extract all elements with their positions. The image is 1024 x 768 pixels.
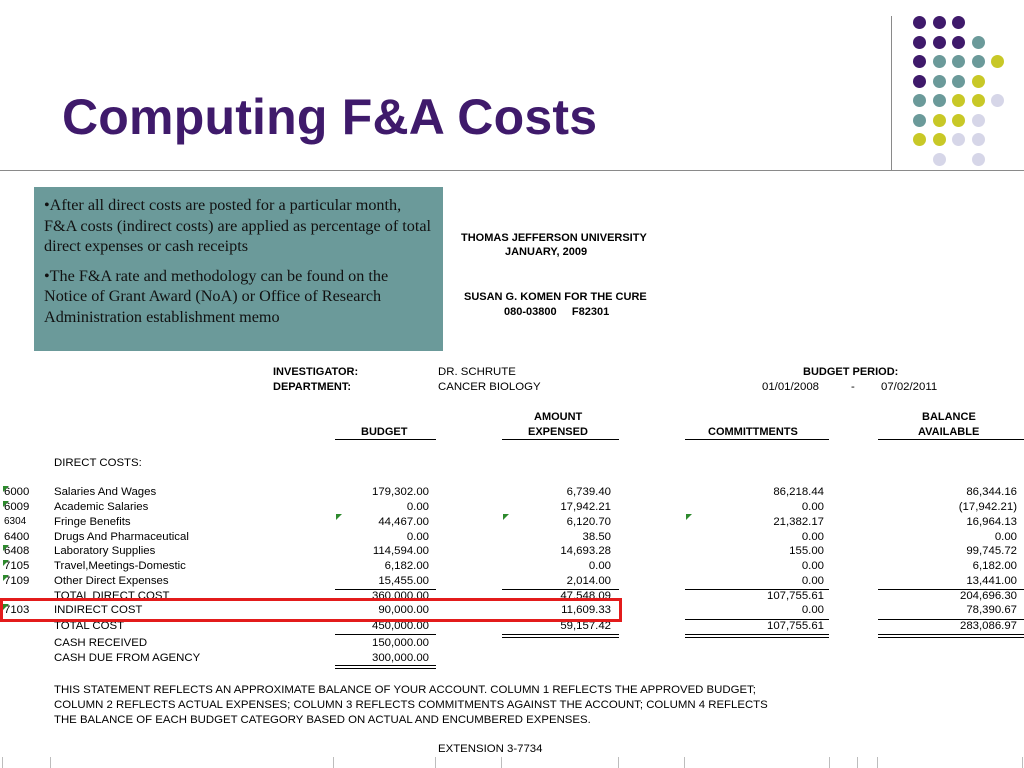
double-rule [685,637,829,638]
gridline-tick [435,757,436,768]
decorative-dot [972,133,985,146]
indirect-cost-balance: 78,390.67 [966,604,1017,616]
indirect-cost-expensed: 11,609.33 [561,604,611,616]
decorative-dot [972,114,985,127]
total-direct-balance: 204,696.30 [959,590,1017,602]
line-item-expensed: 17,942.21 [560,500,611,513]
decorative-dot [952,94,965,107]
col-expensed-underline [502,439,619,440]
gridline-tick [1022,757,1023,768]
header-divider [0,170,1024,171]
footnote-line-1: THIS STATEMENT REFLECTS AN APPROXIMATE BALANCE OF YOUR ACCOUNT. COLUMN 1 REFLECTS THE APPROVED BUDGET; [54,684,756,696]
line-item-budget: 0.00 [406,500,429,513]
decorative-dot [913,94,926,107]
line-item-balance: (17,942.21) [958,500,1017,513]
line-item-commitments: 155.00 [789,545,824,558]
total-cost-budget: 450,000.00 [371,620,429,632]
decorative-dot [933,133,946,146]
line-item-description: Laboratory Supplies [54,545,156,558]
investigator-value: DR. SCHRUTE [438,366,516,378]
gridline-tick [684,757,685,768]
account-code: 7109 [4,575,30,588]
line-item-budget: 6,182.00 [384,560,429,573]
line-item-balance: 86,344.16 [966,486,1017,498]
period-start: 01/01/2008 [762,381,820,393]
cell-comment-marker [686,514,692,520]
indirect-cost-budget: 90,000.00 [378,604,429,616]
decorative-dot [933,55,946,68]
line-item-description: Academic Salaries [54,500,149,513]
decorative-dot [913,75,926,88]
account-code: 6408 [4,545,30,558]
indirect-cost-label: INDIRECT COST [54,604,143,616]
line-item-budget: 44,467.00 [378,515,429,528]
line-item-budget: 114,594.00 [372,545,429,558]
decorative-dot [913,36,926,49]
double-rule [878,637,1024,638]
decorative-dot [972,36,985,49]
cash-rule [335,668,436,669]
decorative-dot [913,133,926,146]
decorative-dot [933,114,946,127]
line-item-balance: 99,745.72 [966,545,1017,558]
line-item-commitments: 0.00 [801,560,824,573]
decorative-dot [933,94,946,107]
total-direct-commitments: 107,755.61 [766,590,824,602]
col-commitments-header: COMMITTMENTS [708,426,798,438]
col-commitments-underline [685,439,829,440]
footnote-line-2: COLUMN 2 REFLECTS ACTUAL EXPENSES; COLUMN 3 REFLECTS COMMITMENTS AGAINST THE ACCOUNT; COLUMN 4 REFLECTS [54,699,768,711]
double-rule [502,637,619,638]
line-item-budget: 0.00 [406,530,429,543]
line-item-balance: 13,441.00 [966,575,1017,588]
footnote-line-3: THE BALANCE OF EACH BUDGET CATEGORY BASED ON ACTUAL AND ENCUMBERED EXPENSES. [54,714,591,726]
decorative-dot [972,94,985,107]
cell-comment-marker [3,501,9,507]
col-amount-header: AMOUNT [534,411,583,423]
cell-comment-marker [336,514,342,520]
decorative-dot [952,55,965,68]
gridline-tick [877,757,878,768]
line-item-commitments: 21,382.17 [773,515,824,528]
col-expensed-header: EXPENSED [528,426,588,438]
decorative-dot [933,153,946,166]
gridline-tick [333,757,334,768]
investigator-label: INVESTIGATOR: [273,366,359,378]
indirect-cost-commitments: 0.00 [801,604,824,616]
account-code: 7105 [4,560,30,573]
cell-comment-marker [3,575,9,581]
report-sponsor: SUSAN G. KOMEN FOR THE CURE [464,291,647,303]
decorative-dot [933,36,946,49]
double-rule [685,634,829,635]
gridline-tick [50,757,51,768]
line-item-balance: 0.00 [994,530,1017,543]
line-item-balance: 16,964.13 [966,515,1017,528]
total-cost-label: TOTAL COST [54,620,125,632]
cash-rule [335,665,436,666]
account-code: 7103 [4,604,30,616]
col-available-underline [878,439,1024,440]
gridline-tick [829,757,830,768]
decorative-dot [933,16,946,29]
header-vertical-divider [891,16,892,170]
report-account: 080-03800 F82301 [504,306,610,318]
cash-received-amount: 150,000.00 [371,637,429,649]
decorative-dot [913,55,926,68]
gridline-tick [857,757,858,768]
cell-comment-marker [3,486,9,492]
gridline-tick [501,757,502,768]
budget-period-label: BUDGET PERIOD: [803,366,899,378]
decorative-dot [952,133,965,146]
total-direct-budget: 360,000.00 [371,590,429,602]
department-label: DEPARTMENT: [273,381,352,393]
col-balance-header: BALANCE [922,411,976,423]
line-item-description: Drugs And Pharmaceutical [54,530,189,543]
department-value: CANCER BIOLOGY [438,381,541,393]
line-item-description: Other Direct Expenses [54,575,169,588]
line-item-description: Fringe Benefits [54,515,131,528]
period-end: 07/02/2011 [881,381,938,393]
line-item-commitments: 86,218.44 [773,486,824,498]
line-item-expensed: 14,693.28 [560,545,611,558]
cell-comment-marker [3,560,9,566]
total-cost-commitments: 107,755.61 [766,620,824,632]
line-item-expensed: 6,739.40 [566,486,611,498]
line-item-commitments: 0.00 [801,500,824,513]
period-dash: - [851,381,855,393]
callout-bullet-1: •After all direct costs are posted for a particular month, F&A costs (indirect costs) are applied as percentage of total direct expenses or cash receipts [44,196,432,256]
total-cost-expensed: 59,157.42 [560,620,611,632]
line-item-description: Travel,Meetings-Domestic [54,560,186,573]
page-title: Computing F&A Costs [62,89,598,145]
gridline-tick [2,757,3,768]
double-rule [502,634,619,635]
cash-due-amount: 300,000.00 [371,652,429,664]
decorative-dot [952,36,965,49]
decorative-dot [991,94,1004,107]
col-available-header: AVAILABLE [918,426,980,438]
line-item-description: Salaries And Wages [54,486,157,498]
decorative-dot [972,75,985,88]
indirect-cost-highlight [0,598,622,622]
gridline-tick [618,757,619,768]
extension-number: EXTENSION 3-7734 [438,743,543,755]
total-direct-label: TOTAL DIRECT COST [54,590,170,602]
report-university: THOMAS JEFFERSON UNIVERSITY [461,232,647,244]
line-item-balance: 6,182.00 [972,560,1017,573]
double-rule [878,634,1024,635]
decorative-dot [913,16,926,29]
decorative-dot [913,114,926,127]
decorative-dot [991,55,1004,68]
line-item-commitments: 0.00 [801,575,824,588]
decorative-dot [952,114,965,127]
line-item-expensed: 6,120.70 [566,515,611,528]
col-budget-underline [335,439,436,440]
report-date: JANUARY, 2009 [505,246,588,258]
total-direct-expensed: 47,548.09 [560,590,611,602]
line-item-expensed: 2,014.00 [566,575,611,588]
decorative-dot [952,16,965,29]
callout-bullet-2: •The F&A rate and methodology can be found on the Notice of Grant Award (NoA) or Office of Research Administration establishment memo [44,266,389,326]
col-budget-header: BUDGET [361,426,408,438]
cash-due-label: CASH DUE FROM AGENCY [54,652,201,664]
decorative-dot [933,75,946,88]
cell-comment-marker [503,514,509,520]
direct-costs-label: DIRECT COSTS: [54,457,142,469]
total-cost-balance: 283,086.97 [959,620,1017,632]
decorative-dot [952,75,965,88]
line-item-expensed: 0.00 [588,560,611,573]
line-item-expensed: 38.50 [582,530,611,543]
line-item-budget: 15,455.00 [378,575,429,588]
account-code: 6400 [4,530,30,543]
callout-box [34,187,443,351]
line-item-commitments: 0.00 [801,530,824,543]
account-code: 6304 [4,515,27,527]
decorative-dot [972,153,985,166]
account-code: 6009 [4,500,30,513]
cash-received-label: CASH RECEIVED [54,637,148,649]
account-code: 6000 [4,486,30,498]
decorative-dot [972,55,985,68]
cell-comment-marker [3,545,9,551]
cash-rule [335,634,436,635]
line-item-budget: 179,302.00 [371,486,429,498]
